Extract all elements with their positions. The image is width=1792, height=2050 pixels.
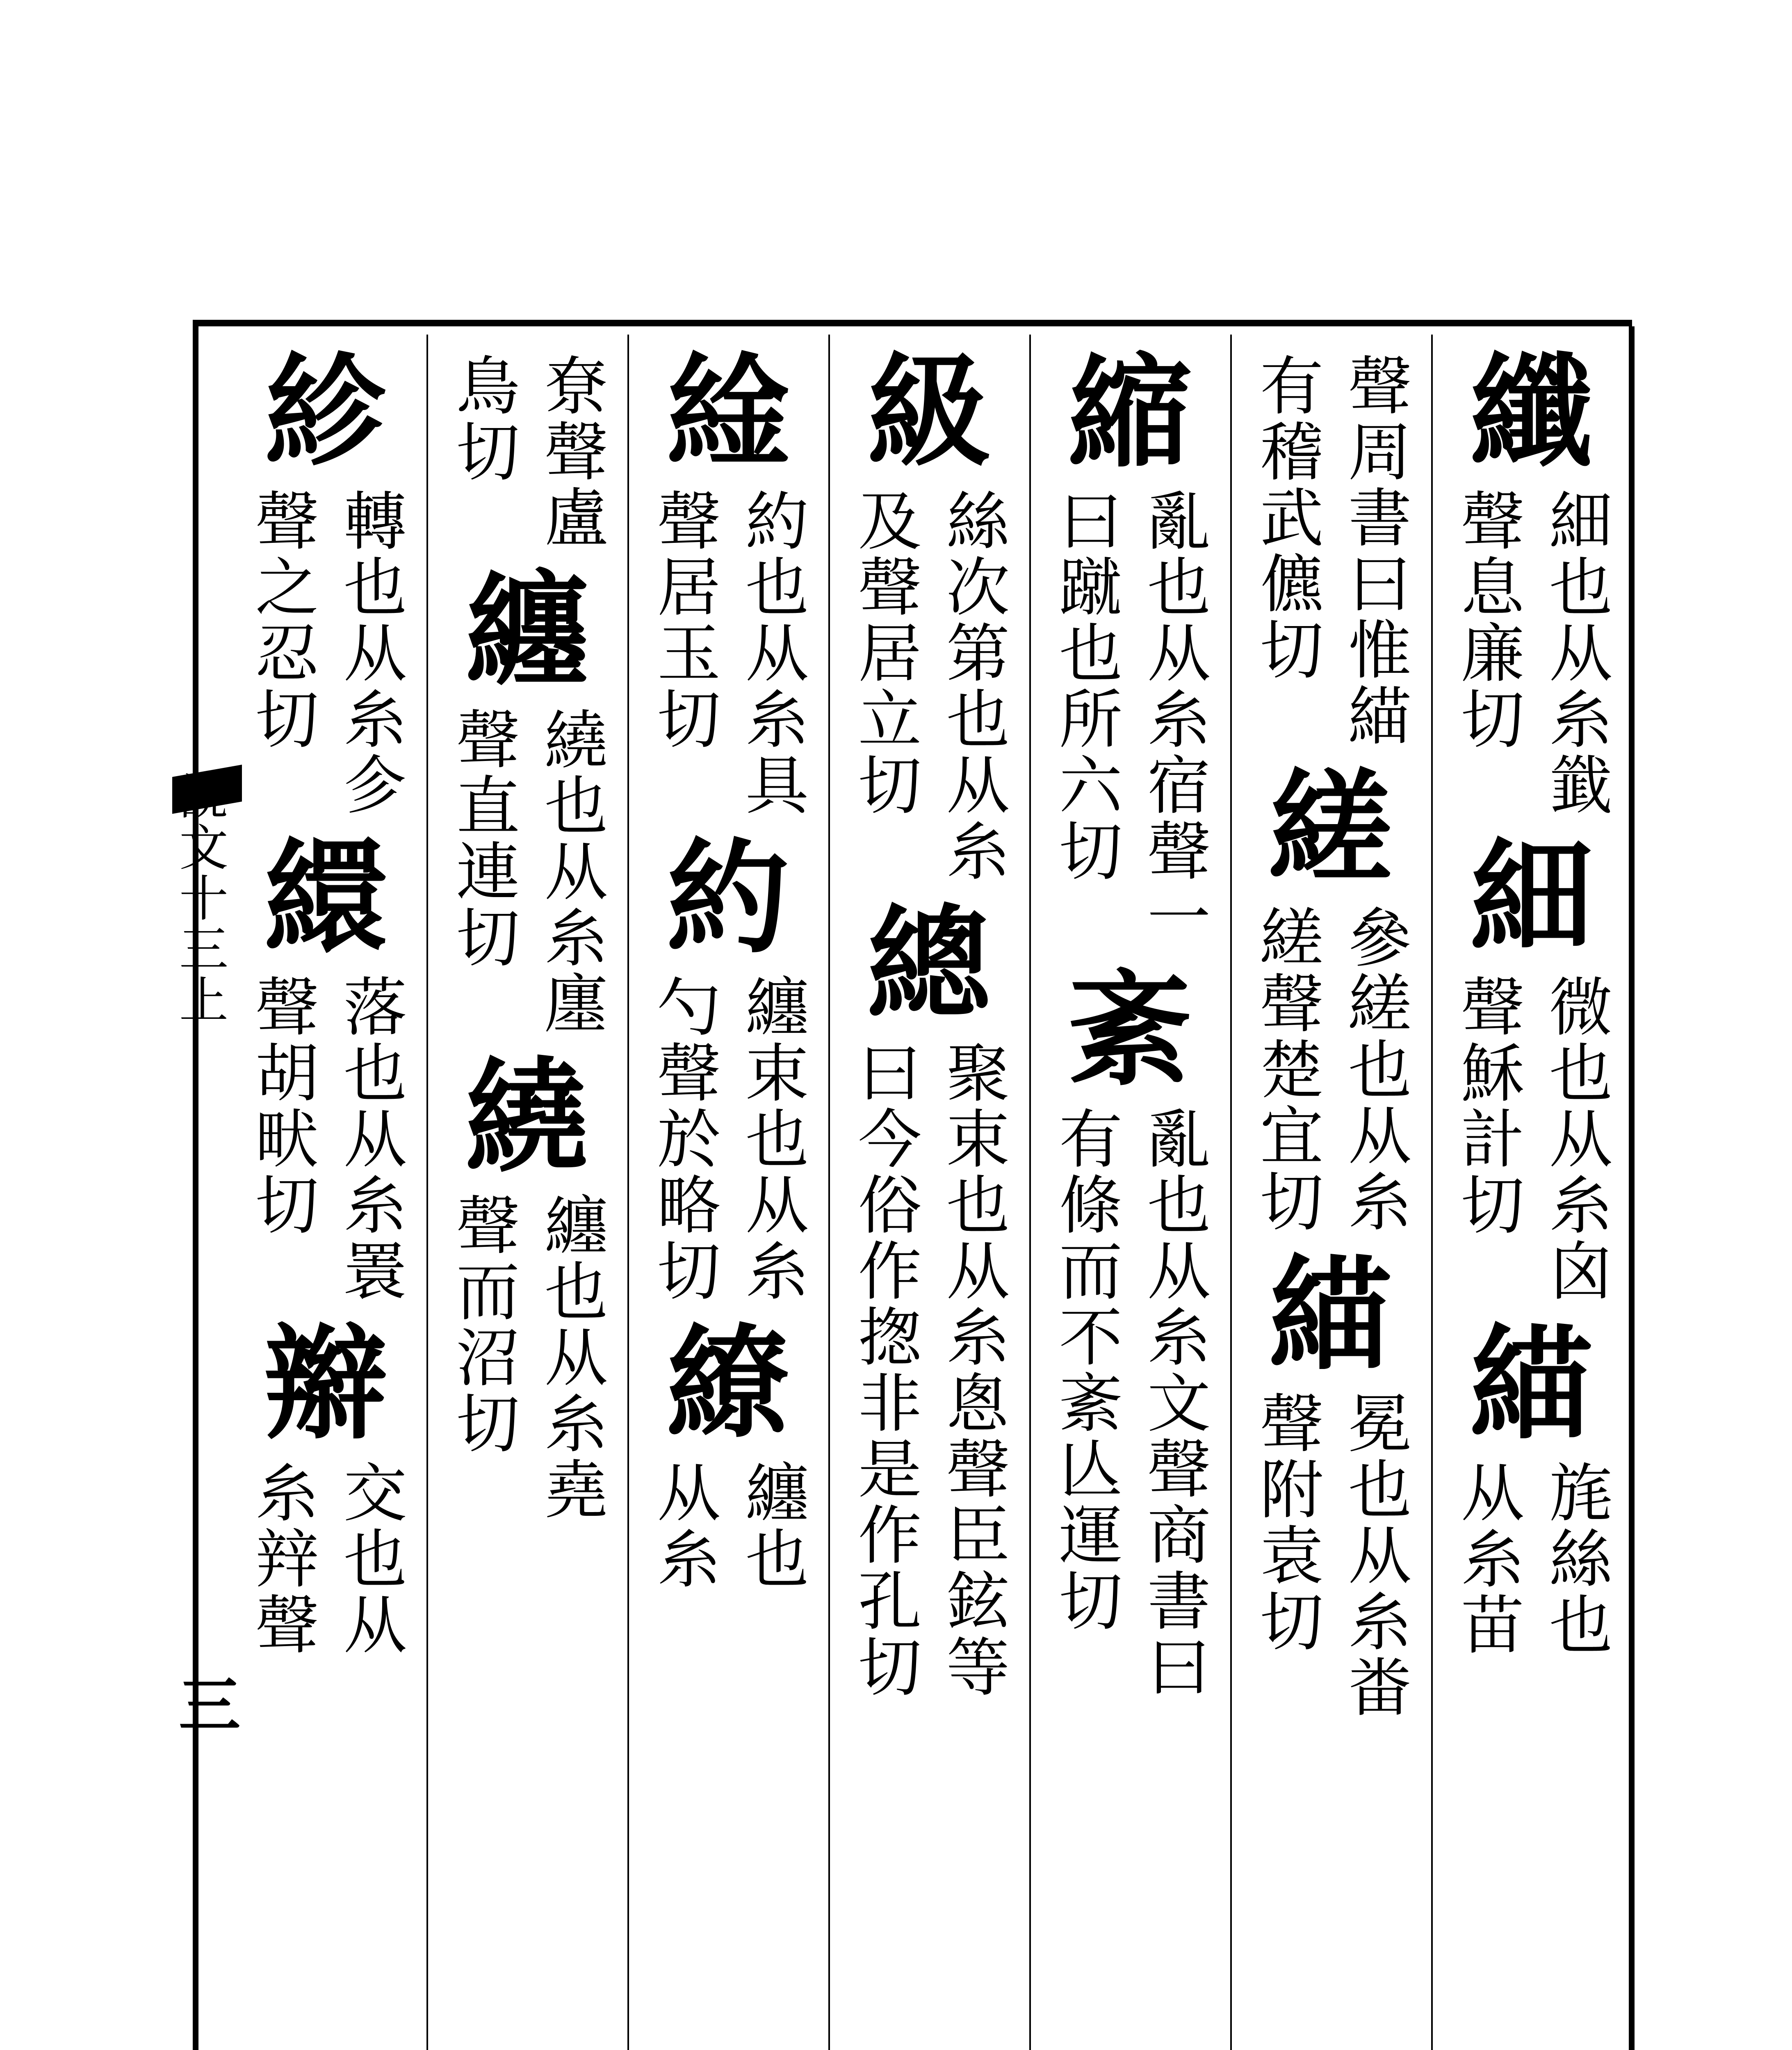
gloss-line: 聚束也从糸悤聲臣鉉等 [936, 1040, 1010, 1700]
gloss-line: 纏也从糸堯 [534, 1192, 608, 1522]
gloss-line: 鳥切 [446, 353, 520, 485]
seal-script-headword: 纏 [465, 558, 588, 703]
seal-script-headword: 細 [1470, 825, 1593, 970]
seal-script-headword: 約 [666, 825, 789, 970]
gloss-line: 轉也从糸㐱 [333, 488, 407, 818]
seal-script-headword: 繚 [666, 1311, 789, 1456]
dictionary-entry [0, 825, 657, 1304]
seal-script-headword: 緢 [1269, 1242, 1392, 1387]
seal-script-headword: 繞 [465, 1044, 588, 1189]
seal-script-headword: 䋮 [666, 339, 789, 484]
gloss-line: 勺聲於略切 [647, 974, 721, 1304]
gloss-line: 聲而沼切 [446, 1192, 520, 1456]
gloss-line: 微也从糸囟 [1539, 974, 1613, 1304]
entry-gloss [0, 488, 657, 818]
gloss-line: 約也从糸具 [735, 488, 809, 818]
gloss-line: 从糸苗 [1450, 1460, 1525, 1658]
gloss-line: 纏束也从糸 [735, 974, 809, 1304]
gloss-line: 繞也从糸廛 [534, 706, 608, 1036]
gloss-line: 有條而不紊亾運切 [1049, 1106, 1123, 1634]
entry-gloss [0, 974, 657, 1304]
gloss-line: 聲周書曰惟緢 [1338, 353, 1412, 749]
gloss-line: 聲之忍切 [245, 488, 319, 752]
gloss-line: 从糸 [647, 1460, 721, 1592]
gloss-line: 糸辡聲 [245, 1460, 319, 1658]
seal-script-headword: 辮 [264, 1311, 388, 1456]
gloss-line: 亂也从糸文聲商書曰 [1137, 1106, 1211, 1700]
gloss-line: 聲息廉切 [1450, 488, 1525, 752]
gloss-line: 曰蹴也所六切 [1049, 488, 1123, 884]
seal-script-headword: 縒 [1269, 756, 1392, 901]
gloss-line: 聲胡畎切 [245, 974, 319, 1238]
margin-title: 說文十三上 [171, 771, 228, 1025]
seal-script-headword: 繯 [264, 825, 388, 970]
seal-script-headword: 纖 [1470, 339, 1593, 484]
text-column [236, 339, 416, 1670]
seal-script-headword: 級 [867, 339, 990, 484]
gloss-line: 落也从糸瞏 [333, 974, 407, 1304]
entry-gloss [103, 1460, 549, 1658]
gloss-line: 亂也从糸宿聲一 [1137, 488, 1211, 950]
gloss-line: 絲次第也从糸 [936, 488, 1010, 884]
dictionary-entry [103, 1311, 549, 1658]
gloss-line: 交也从 [333, 1460, 407, 1658]
column-rule [426, 335, 428, 2050]
gloss-line: 旄絲也 [1539, 1460, 1613, 1658]
seal-script-headword: 縮 [1068, 339, 1191, 484]
seal-script-headword: 緢 [1470, 1311, 1593, 1456]
gloss-line: 纏也 [735, 1460, 809, 1592]
seal-script-headword: 紾 [264, 339, 388, 484]
gloss-line: 尞聲盧 [534, 353, 608, 551]
gloss-line: 參縒也从糸 [1338, 904, 1412, 1235]
gloss-line: 細也从糸韱 [1539, 488, 1613, 818]
dictionary-entry [0, 339, 657, 818]
gloss-line: 有稽武儦切 [1249, 353, 1324, 683]
gloss-line: 冕也从糸畨 [1338, 1390, 1412, 1720]
gloss-line: 聲直連切 [446, 706, 520, 970]
gloss-line: 聲附袁切 [1249, 1390, 1324, 1654]
gloss-line: 曰今俗作揔非是作孔切 [848, 1040, 922, 1700]
gloss-line: 縒聲楚宜切 [1249, 904, 1324, 1235]
seal-script-headword: 總 [867, 891, 990, 1036]
gloss-line: 聲居玉切 [647, 488, 721, 752]
gloss-line: 及聲居立切 [848, 488, 922, 818]
seal-script-headword: 紊 [1068, 957, 1191, 1102]
page-number: 三 [168, 1673, 240, 1734]
gloss-line: 聲穌計切 [1450, 974, 1525, 1238]
